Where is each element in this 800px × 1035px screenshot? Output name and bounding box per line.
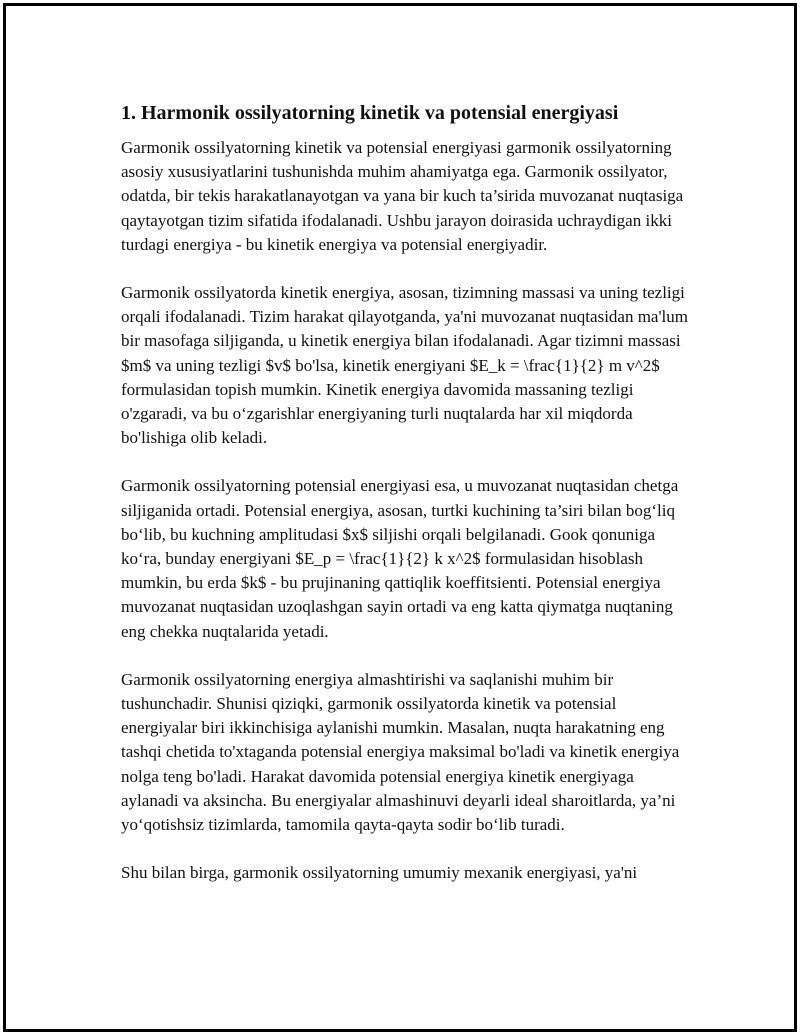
paragraph-potential-energy: Garmonik ossilyatorning potensial energiyasi esa, u muvozanat nuqtasidan chetga siljiganida ortadi. Potensial energiya, asosan, turtki kuchining ta’siri bilan bog‘liq bo‘lib, bu kuchning amplitudasi $x$ siljishi orqali belgilanadi. Gook qonuniga ko‘ra, bunday energiyani $E_p = \frac{1}{2} k x^2$ formulasidan hisoblash mumkin, bu erda $k$ - bu prujinaning qattiqlik koeffitsienti. Potensial energiya muvozanat nuqtasidan uzoqlashgan sayin ortadi va eng katta qiymatga nuqtaning eng chekka nuqtalarida yetadi.	[121, 476, 679, 641]
page-frame	[3, 3, 797, 1032]
paragraph-total-energy: Shu bilan birga, garmonik ossilyatorning umumiy mexanik energiyasi, ya'ni	[121, 863, 638, 883]
paragraph-kinetic-energy: Garmonik ossilyatorda kinetik energiya, asosan, tizimning massasi va uning tezligi orqali ifodalanadi. Tizim harakat qilayotganda, ya'ni muvozanat nuqtasidan ma'lum bir masofaga siljiganda, u kinetik energiya bilan ifodalanadi. Agar tizimni massasi $m$ va uning tezligi $v$ bo'lsa, kinetik energiyani $E_k = \frac{1}{2} m v^2$ formulasidan topish mumkin. Kinetik energiya davomida massaning tezligi o'zgaradi, va bu o‘zgarishlar energiyaning turli nuqtalarda har xil miqdorda bo'lishiga olib keladi.	[121, 283, 688, 448]
paragraph-intro: Garmonik ossilyatorning kinetik va potensial energiyasi garmonik ossilyatorning asosiy xususiyatlarini tushunishda muhim ahamiyatga ega. Garmonik ossilyator, odatda, bir tekis harakatlanayotgan va yana bir kuch ta’sirida muvozanat nuqtasiga qaytayotgan tizim sifatida ifodalanadi. Ushbu jarayon doirasida uchraydigan ikki turdagi energiya - bu kinetik energiya va potensial energiyadir.	[121, 138, 684, 254]
document-body	[121, 98, 691, 909]
section-heading: 1. Harmonik ossilyatorning kinetik va potensial energiyasi	[121, 102, 619, 124]
paragraph-energy-exchange: Garmonik ossilyatorning energiya almashtirishi va saqlanishi muhim bir tushunchadir. Shunisi qiziqki, garmonik ossilyatorda kinetik va potensial energiyalar biri ikkinchisiga aylanishi mumkin. Masalan, nuqta harakatning eng tashqi chetida to'xtaganda potensial energiya maksimal bo'ladi va kinetik energiya nolga teng bo'ladi. Harakat davomida potensial energiya kinetik energiyaga aylanadi va aksincha. Bu energiyalar almashinuvi deyarli ideal sharoitlarda, ya’ni yo‘qotishsiz tizimlarda, tamomila qayta-qayta sodir bo‘lib turadi.	[121, 669, 680, 835]
